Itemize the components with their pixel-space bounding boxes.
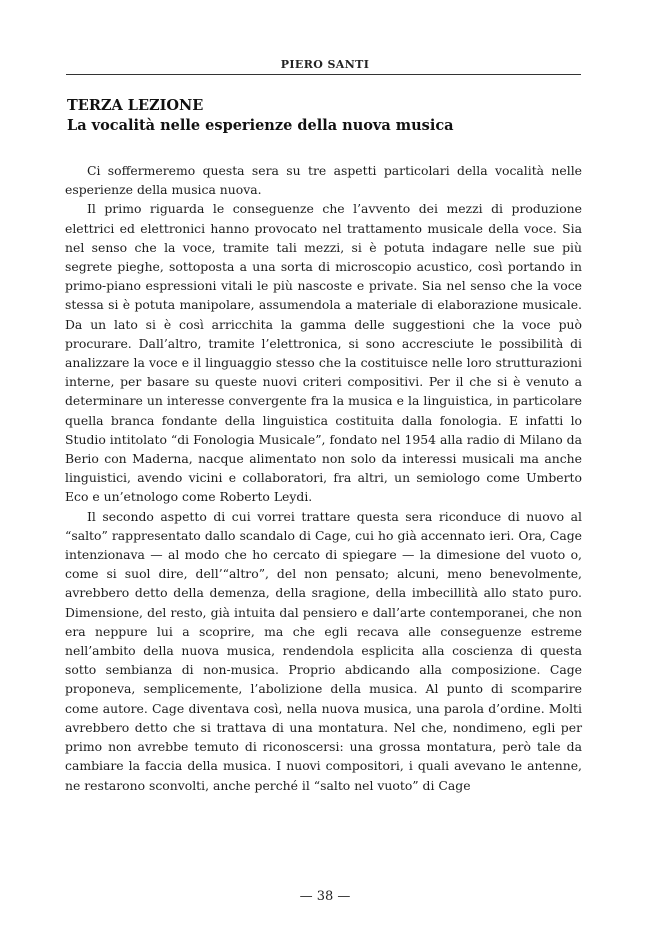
chapter-title: La vocalità nelle esperienze della nuova musica (67, 117, 454, 134)
header-rule (66, 74, 581, 75)
paragraph-1: Ci soffermeremo questa sera su tre aspetti particolari della vocalità nelle esperienze della musica nuova. (65, 163, 582, 198)
chapter-heading (67, 96, 587, 136)
paragraph-3: Il secondo aspetto di cui vorrei trattare questa sera riconduce di nuovo al “salto” rappresentato dallo scandalo di Cage, cui ho già accennato ieri. Ora, Cage intenzionava — al modo che ho cercato di spiegare — la dimesione del vuoto o, come si suol dire, dell’“altro”, del non pensato; alcuni, meno benevolmente, avrebbero detto della demenza, della sragione, della imbecillità allo stato puro. Dimensione, del resto, già intuita dal pensiero e dall’arte contemporanei, che non era neppure lui a scoprire, ma che egli recava alle conseguenze estreme nell’ambito della nuova musica, rendendola esplicita alla coscienza di questa sotto sembianza di non-musica. Proprio abdicando alla composizione. Cage proponeva, semplicemente, l’abolizione della musica. Al punto di scomparire come autore. Cage diventava così, nella nuova musica, una parola d’ordine. Molti avrebbero detto che si trattava di una montatura. Nel che, nondimeno, egli per primo non avrebbe temuto di riconoscersi: una grossa montatura, però tale da cambiare la faccia della musica. I nuovi compositori, i quali avevano le antenne, ne restarono sconvolti, anche perché il “salto nel vuoto” di Cage (65, 508, 582, 793)
page-number: — 38 — (299, 889, 351, 904)
body-text (65, 161, 582, 795)
paragraph-2: Il primo riguarda le conseguenze che l’avvento dei mezzi di produzione elettrici ed elettronici hanno provocato nel trattamento musicale della voce. Sia nel senso che la voce, tramite tali mezzi, si è potuta indagare nelle sue più segrete pieghe, sottoposta a una sorta di microscopio acustico, così portando in primo-piano espressioni vitali le più nascoste e private. Sia nel senso che la voce stessa si è potuta manipolare, assumendola a materiale di elaborazione musicale. Da un lato si è così arricchita la gamma delle suggestioni che la voce può procurare. Dall’altro, tramite l’elettronica, si sono accresciute le possibilità di analizzare la voce e il linguaggio stesso che la costituisce nelle loro strutturazioni interne, per basare su queste nuovi criteri compositivi. Per il che si è venuto a determinare un interesse convergente fra la musica e la linguistica, in particolare quella branca fondante della linguistica costituita dalla fonologia. E infatti lo Studio intitolato “di Fonologia Musicale”, fondato nel 1954 alla radio di Milano da Berio con Maderna, nacque alimentato non solo da interessi musicali ma anche linguistici, avendo vicini e collaboratori, fra altri, un semiologo come Umberto Eco e un’etnologo come Roberto Leydi. (65, 201, 582, 505)
chapter-label: TERZA LEZIONE (67, 97, 204, 114)
running-head: PIERO SANTI (280, 58, 370, 71)
